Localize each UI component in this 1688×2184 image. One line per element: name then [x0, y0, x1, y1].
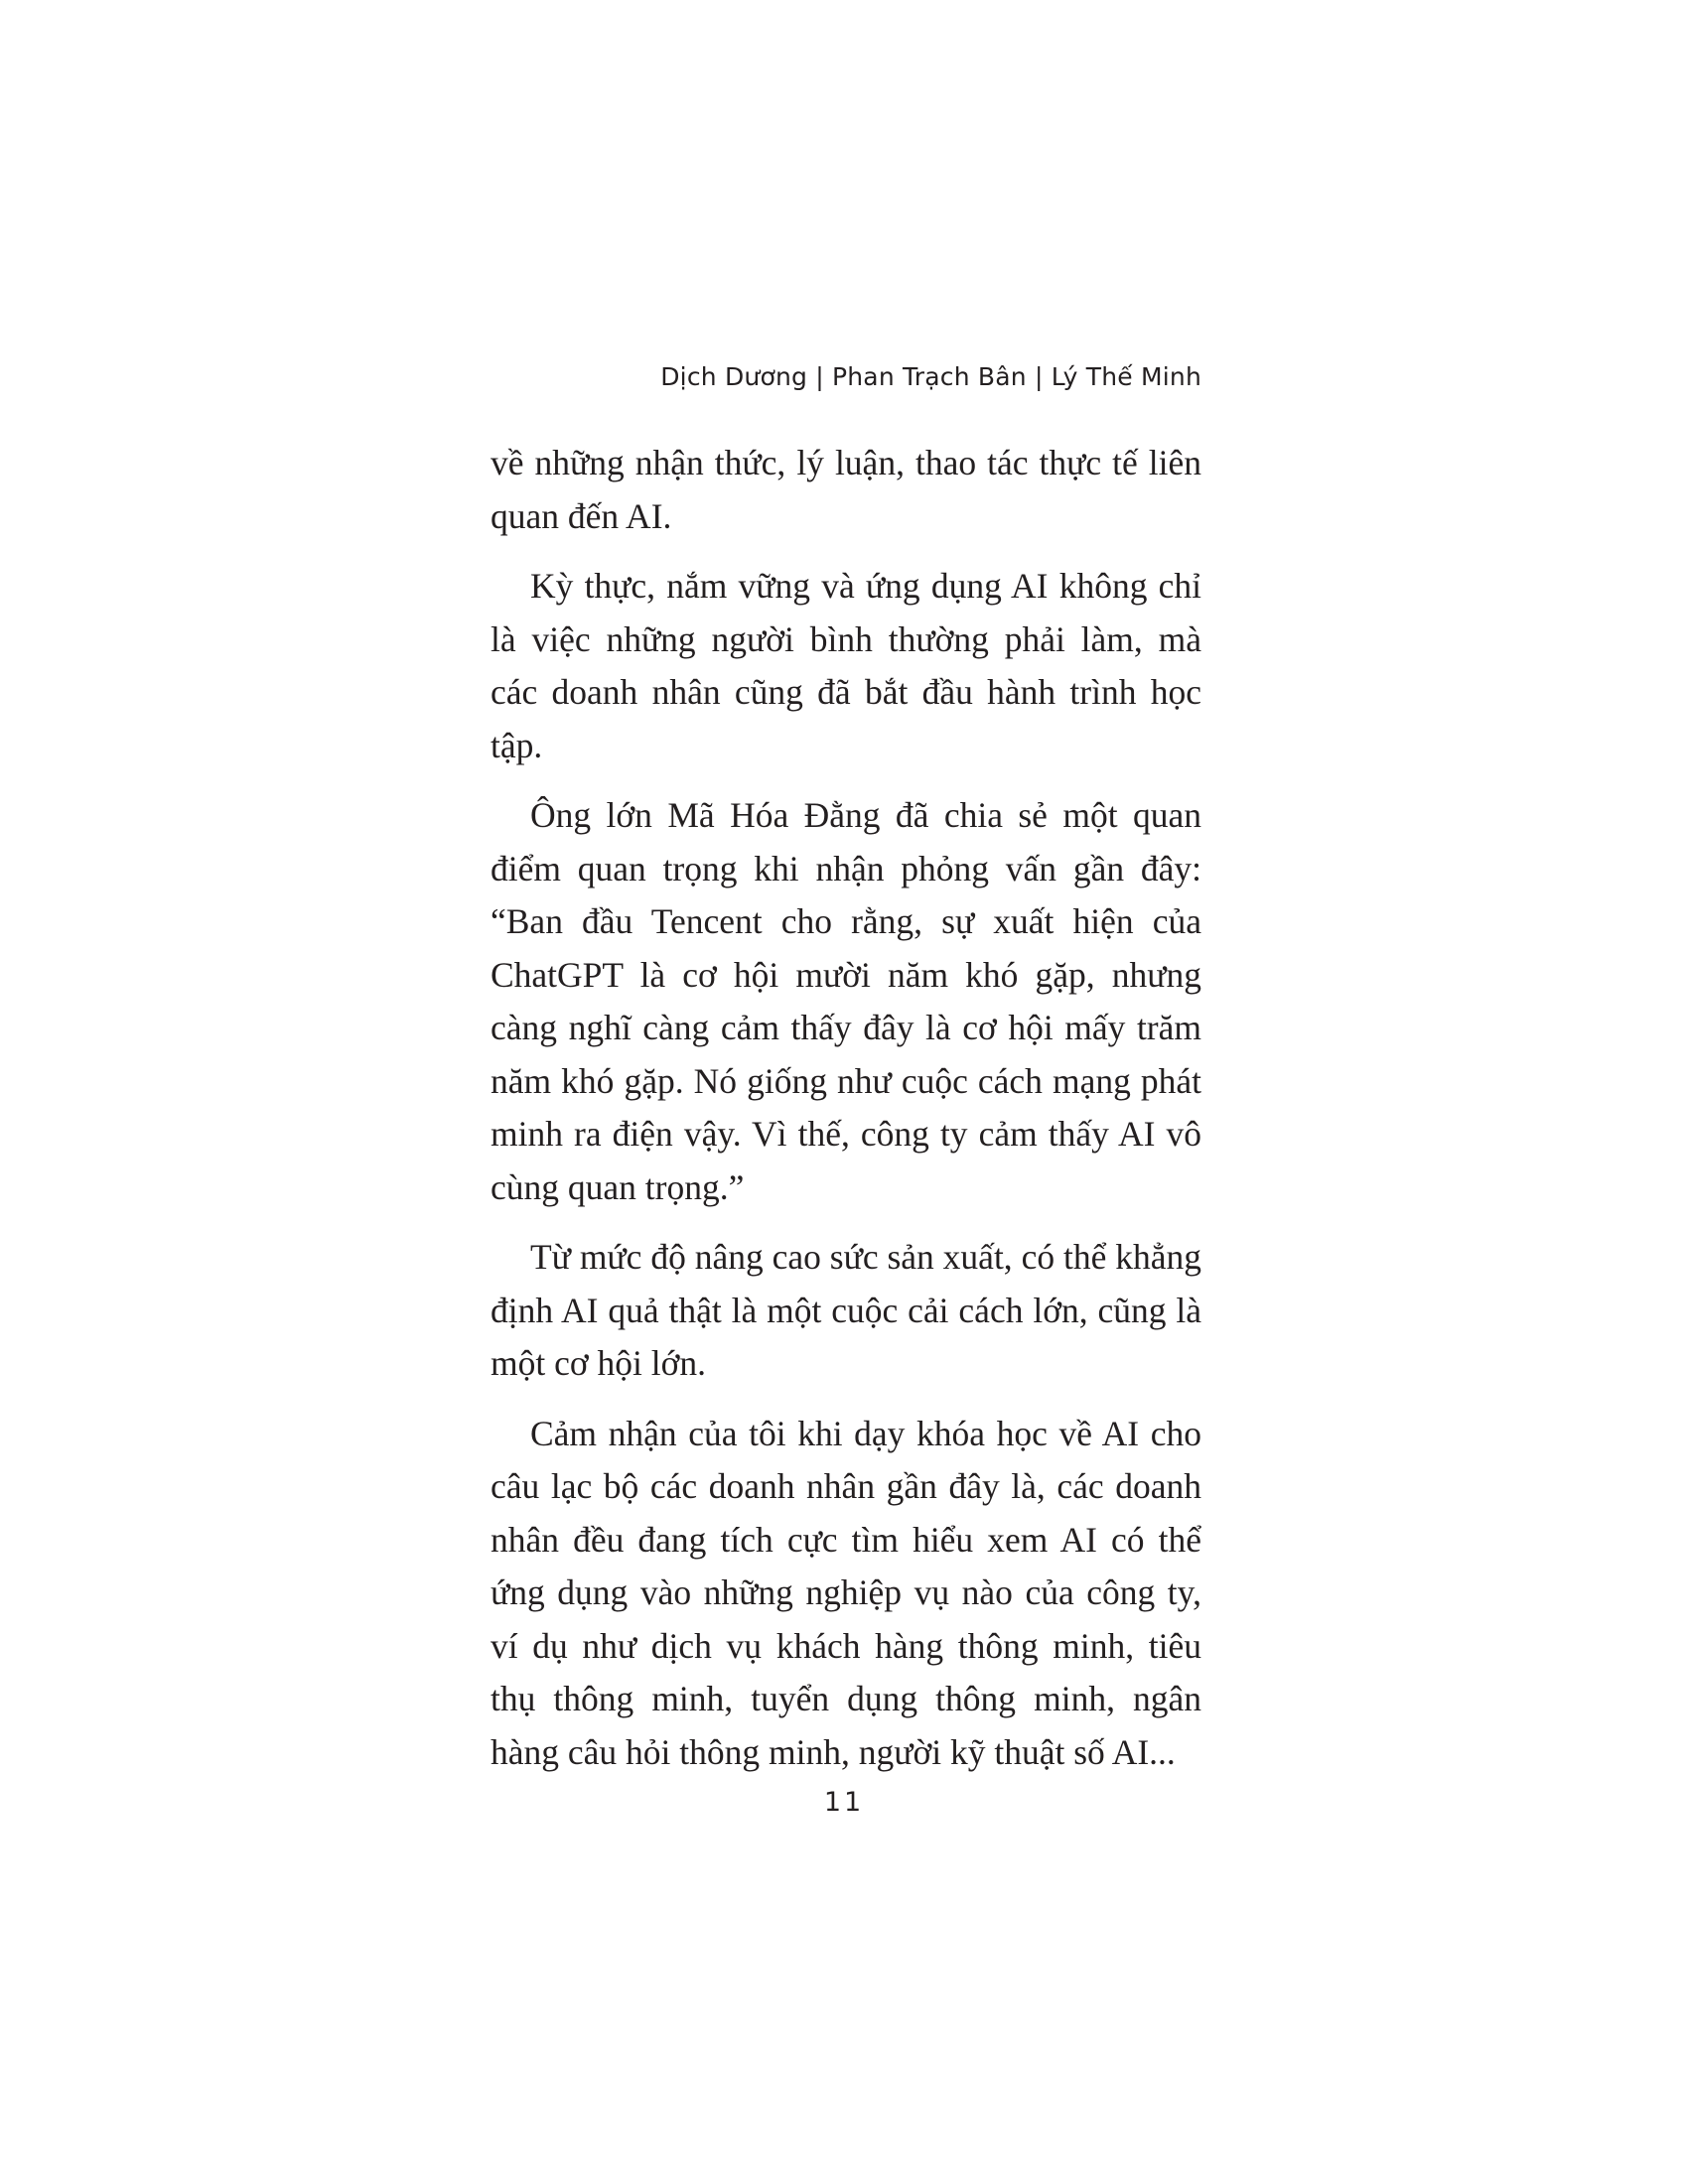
paragraph-2: Kỳ thực, nắm vững và ứng dụng AI không chỉ là việc những người bình thường phải làm, mà các doanh nhân cũng đã bắt đầu hành trình học tập. — [491, 566, 1201, 765]
page-number: 11 — [823, 1787, 865, 1818]
paragraph-3: Ông lớn Mã Hóa Đằng đã chia sẻ một quan điểm quan trọng khi nhận phỏng vấn gần đây: “Ban đầu Tencent cho rằng, sự xuất hiện của ChatGPT là cơ hội mười năm khó gặp, nhưng càng nghĩ càng cảm thấy đây là cơ hội mấy trăm năm khó gặp. Nó giống như cuộc cách mạng phát minh ra điện vậy. Vì thế, công ty cảm thấy AI vô cùng quan trọng.” — [491, 795, 1201, 1207]
running-header: Dịch Dương | Phan Trạch Bân | Lý Thế Minh — [660, 362, 1201, 391]
body-text — [491, 437, 1201, 1796]
paragraph-5: Cảm nhận của tôi khi dạy khóa học về AI cho câu lạc bộ các doanh nhân gần đây là, các doanh nhân đều đang tích cực tìm hiểu xem AI có thể ứng dụng vào những nghiệp vụ nào của công ty, ví dụ như dịch vụ khách hàng thông minh, tiêu thụ thông minh, tuyển dụng thông minh, ngân hàng câu hỏi thông minh, người kỹ thuật số AI... — [491, 1413, 1201, 1772]
paragraph-4: Từ mức độ nâng cao sức sản xuất, có thể khẳng định AI quả thật là một cuộc cải cách lớn, cũng là một cơ hội lớn. — [491, 1237, 1201, 1383]
paragraph-1: về những nhận thức, lý luận, thao tác thực tế liên quan đến AI. — [491, 443, 1201, 536]
